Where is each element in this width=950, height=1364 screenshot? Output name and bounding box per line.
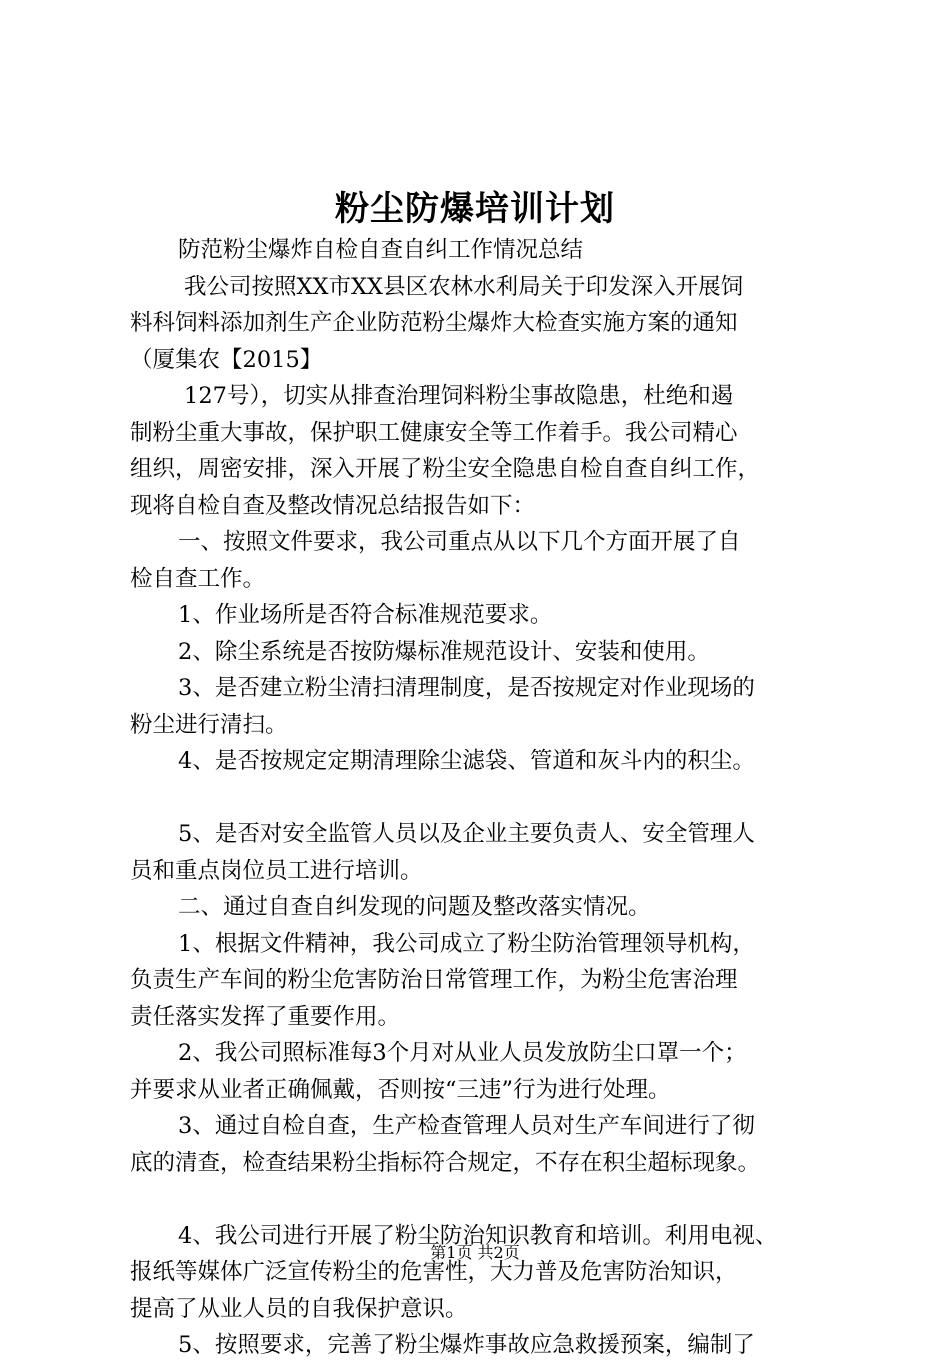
paragraph-line: 员和重点岗位员工进行培训。 — [130, 857, 423, 884]
paragraph-line: 127号），切实从排查治理饲料粉尘事故隐患，杜绝和遏 — [184, 383, 734, 409]
paragraph-line: （厦集农【2015】 — [130, 346, 323, 373]
paragraph-line: 我公司按照XX市XX县区农林水利局关于印发深入开展饲 — [184, 273, 744, 300]
paragraph-line: 检自查工作。 — [130, 565, 266, 592]
list-item-line: 1、根据文件精神，我公司成立了粉尘防治管理领导机构， — [178, 930, 755, 957]
section-heading-line: 二、通过自查自纠发现的问题及整改落实情况。 — [178, 894, 651, 920]
paragraph-line: 粉尘进行清扫。 — [130, 711, 288, 738]
list-item-line: 2、我公司照标准每3个月对从业人员发放防尘口罩一个； — [178, 1040, 747, 1066]
blank-line — [130, 1181, 830, 1218]
section-heading-line: 一、按照文件要求，我公司重点从以下几个方面开展了自 — [178, 529, 741, 555]
paragraph-line: 并要求从业者正确佩戴，否则按“三违”行为进行处理。 — [130, 1076, 671, 1103]
list-item-line: 3、是否建立粉尘清扫清理制度，是否按规定对作业现场的 — [178, 675, 755, 701]
page-footer: 第1页 共2页 — [430, 1243, 520, 1262]
paragraph-line: 报纸等媒体广泛宣传粉尘的危害性，大力普及危害防治知识， — [130, 1259, 738, 1285]
subtitle-line: 防范粉尘爆炸自检自查自纠工作情况总结 — [178, 237, 584, 263]
document-body — [130, 232, 830, 1364]
list-item-line: 4、我公司进行开展了粉尘防治知识教育和培训。利用电视、 — [178, 1222, 778, 1249]
list-item-line: 4、是否按规定定期清理除尘滤袋、管道和灰斗内的积尘。 — [178, 748, 755, 774]
list-item-line: 1、作业场所是否符合标准规范要求。 — [178, 602, 553, 628]
list-item-line: 5、按照要求，完善了粉尘爆炸事故应急救援预案，编制了 — [178, 1332, 755, 1358]
paragraph-line: 组织，周密安排，深入开展了粉尘安全隐患自检自查自纠工作， — [130, 456, 761, 482]
document-title: 粉尘防爆培训计划 — [335, 189, 615, 229]
blank-line — [130, 780, 830, 817]
paragraph-line: 提高了从业人员的自我保护意识。 — [130, 1295, 468, 1322]
paragraph-line: 制粉尘重大事故，保护职工健康安全等工作着手。我公司精心 — [130, 419, 738, 446]
list-item-line: 2、除尘系统是否按防爆标准规范设计、安装和使用。 — [178, 638, 710, 665]
paragraph-line: 负责生产车间的粉尘危害防治日常管理工作，为粉尘危害治理 — [130, 967, 738, 993]
list-item-line: 3、通过自检自查，生产检查管理人员对生产车间进行了彻 — [178, 1113, 755, 1139]
paragraph-line: 底的清查，检查结果粉尘指标符合规定，不存在积尘超标现象。 — [130, 1149, 761, 1176]
paragraph-line: 料科饲料添加剂生产企业防范粉尘爆炸大检查实施方案的通知 — [130, 310, 738, 336]
paragraph-line: 现将自检自查及整改情况总结报告如下： — [130, 492, 536, 519]
paragraph-line: 责任落实发挥了重要作用。 — [130, 1003, 401, 1030]
list-item-line: 5、是否对安全监管人员以及企业主要负责人、安全管理人 — [178, 821, 755, 847]
